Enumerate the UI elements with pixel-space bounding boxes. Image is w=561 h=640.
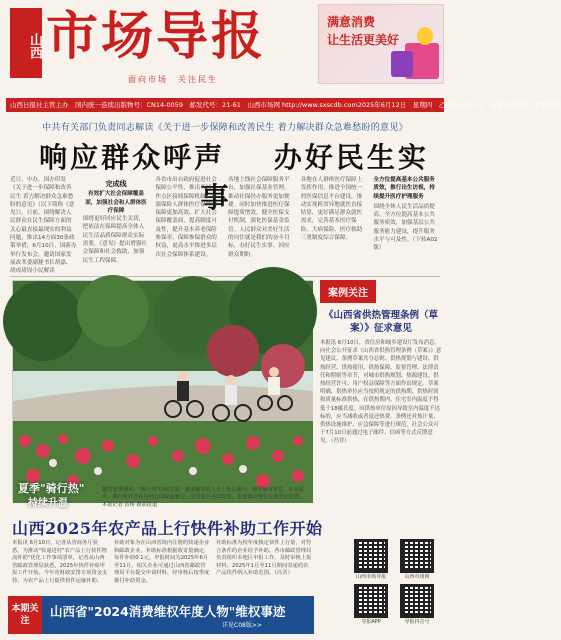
promo-line-2: 让生活更美好 xyxy=(327,33,400,47)
headline-left: 响应群众呼声 xyxy=(39,141,226,174)
article-column: 各省市出台政府促进社会保障公平性，推出务城工作点区接域保障机制，加强保险人群体医疗保障向保障更加高效。扩大社会保障覆盖面，提高制度可及性，提升基本养老保险参保率，保障参保群众的权益，更高水平推进多层次社会保障体系建设。 xyxy=(155,177,217,258)
right-article-body: 本报讯 6月10日，省住房和城乡建设厅发布消息，向社会公开征求《山西省供热管理条例（草案）》意见建议。条例草案共分总则、供热规划与建设、供热经营、供热使用、供热保障、监督管理、法律责任和附则等章节，对城市供热规划、热源建设、供热经营许可、用户权益保障等方面作出规定。草案明确，供热单位应当按照规定的供热期、供热时间和质量标准供热，在供热期内，住宅室内温度不得低于18摄氏度。因供热单位原因导致室内温度不达标的，应当减收或者退还热费。条例还对热计量、供热设施维护、应急保障等进行规范。社会公众可于7月10日前通过电子邮件、信函等方式反馈意见。（冯晋） xyxy=(320,340,442,445)
right-article-title[interactable]: 《山西省供热管理条例（草案）》征求意见 xyxy=(323,310,438,334)
article-column xyxy=(83,176,150,272)
article2-body xyxy=(12,540,312,588)
qr-code-icon xyxy=(400,539,434,573)
column-text: 围绕全体人民生活品质提高，全方位提高基本公共服务质效，加强基层公共服务能力建设，提升服务水平与可及性。（下转A02版） xyxy=(373,203,438,252)
section-title: 完成线 xyxy=(105,180,127,188)
section-subtitle: 有效扩大社会保障覆盖面，加强社会和人群体医疗保障 xyxy=(85,191,147,214)
issue-info-bar xyxy=(6,98,561,112)
section-tag: 案例关注 xyxy=(320,280,376,303)
qr-label: 山西市场导报 xyxy=(355,574,386,580)
cycling-photo[interactable] xyxy=(12,280,312,502)
newspaper-title: 市场导报 xyxy=(46,6,267,67)
article-column: 本报讯 6月10日，记者从省商务厅获悉，为推动"快递进村"农产品上行快件物流补助"优化工作事项清单，记者从山西省邮政管理局获悉，2025年快件补贴申报工作开始。今年省财政安排专项资金支持，为农产品上行提供快件运输补助。 xyxy=(12,540,108,584)
article-column: 补助对象为在山西省境内注册的快递企业和邮政企业，补助标准根据收寄量确定，每件补助0.1元。申报时间为2025年6月至11月，相关企业可通过山西省邮政管理局平台提交申请材料，经审核后按季度拨付补助资金。 xyxy=(114,540,210,584)
divider xyxy=(10,276,440,277)
qr-code-group xyxy=(348,539,394,625)
gift-icon xyxy=(417,27,433,45)
qr-code-icon xyxy=(354,539,388,573)
qr-code-item[interactable] xyxy=(348,584,394,625)
qr-code-item[interactable] xyxy=(394,584,440,625)
column-text: 围绕更好回应民生关切，把依法在保障提高全体人民生活品质保障群众实际需要，《意见》提出增强社会保障和社会救助、加强民生工程保障。 xyxy=(82,216,147,264)
photo-description: 随着夏季到来，"骑行热"持续升温，越来越多的人走上街头骑行，感受城市美景。在太原市，骑行爱好者在汾河公园绿道骑行，享受夏日美好时光，也使城市慢行交通更加完善。 本报记者 雷桥 摄影报道 xyxy=(102,487,307,508)
qr-label: 导报APP xyxy=(361,619,381,625)
headline-right: 办好民生实事 xyxy=(200,141,429,214)
bottom-banner-title: 山西省"2024消费维权年度人物"维权事迹 xyxy=(50,604,286,619)
qr-code-item[interactable] xyxy=(348,539,394,580)
article-column: 补助标准为按年度核定快件上行量，对符合条件的企业给予补助。各市邮政管理局负责组织本地区申报工作，及时审核上报材料。2025年1月至11月期间寄递的农产品快件纳入补助范围。（冯晋） xyxy=(216,540,312,577)
qr-code-group xyxy=(394,539,440,625)
newspaper-slogan: 面向市场 关注民生 xyxy=(128,75,218,84)
article-column: 各地上线社会保障服务平台，加强社保基金管理，推动社保经办服务更加便捷。同时加快推进医疗保障提质增效，健全医保支付机制，强化医保基金监管。人民群众对美好生活的向往就是我们的奋斗目标，办好民生实事、回应群众期盼。 xyxy=(228,177,290,258)
qr-code-icon xyxy=(354,584,388,618)
qr-label: 导报抖音号 xyxy=(404,619,430,625)
section-title: 全方位提高基本公共服务质效，推行出生访视，持续提升医疗护理服务 xyxy=(373,177,435,200)
issue-date-info: 2025年6月12日 星期四 乙巳年五月十七 总第2403期 本期16版 xyxy=(357,101,561,109)
newspaper-logo: 山西 xyxy=(10,8,42,78)
article-column: 近日，中办、国办印发《关于进一步保障和改善民生 着力解决群众急难愁盼的意见》（以下简称《意见》）。日前，围绕解决人民群众在民生保障方面的关心最直接最现实的利益问题，推出14方面30条政策举措，6月10日，国新办举行发布会，邀请国家发展改革委副秘书长胡嘉、胡成琦周小民解读 xyxy=(10,177,77,275)
article-column: 各地在人群体医疗保障上发挥作用，推进全国统一的医保信息平台建设，推动实现跨省异地就医直接结算，更好满足群众就医需求，完善基本医疗保险、大病保险、医疗救助三重制度综合保障。 xyxy=(300,177,363,242)
publisher-info: 山西日报社主管主办 国内统一连续出版物号：CN14-0059 邮发代号：21-61 山西市场网 http://www.sxscdb.com xyxy=(10,101,358,109)
photo-caption-title: 夏季"骑行热" xyxy=(18,482,85,495)
photo-illustration xyxy=(13,281,313,503)
qr-label: 山西市场网 xyxy=(404,574,430,580)
bottom-banner-tag: 本期关注 xyxy=(8,596,42,634)
article-column xyxy=(373,176,440,272)
bottom-feature-banner[interactable] xyxy=(8,596,314,634)
promo-line-1: 满意消费 xyxy=(327,15,376,29)
lead-subhead: 中共有关部门负责同志解读《关于进一步保障和改善民生 着力解决群众急难愁盼的意见》 xyxy=(42,123,408,133)
qr-code-item[interactable] xyxy=(394,539,440,580)
article2-headline[interactable]: 山西2025年农产品上行快件补助工作开始 xyxy=(12,519,323,538)
promo-banner[interactable] xyxy=(318,4,444,84)
shopping-bag-icon xyxy=(391,51,413,77)
masthead xyxy=(0,0,450,98)
lead-article-body xyxy=(10,176,440,275)
bottom-banner-link[interactable]: 详见C08版>> xyxy=(222,622,262,629)
photo-caption-subtitle: 持续升温 xyxy=(28,498,68,509)
right-column xyxy=(320,280,442,565)
qr-code-icon xyxy=(400,584,434,618)
